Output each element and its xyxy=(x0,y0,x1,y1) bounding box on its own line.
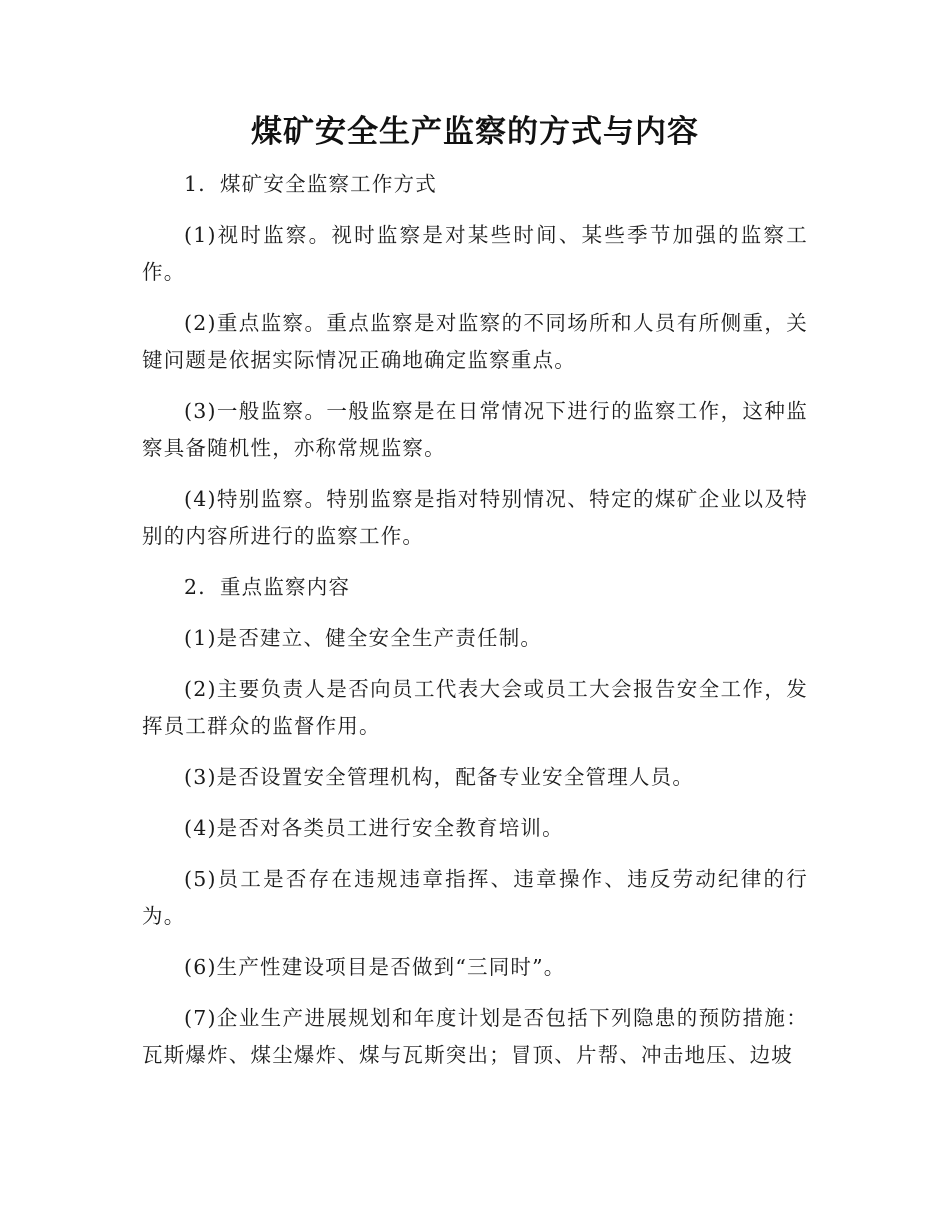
paragraph: (3)一般监察。一般监察是在日常情况下进行的监察工作，这种监察具备随机性，亦称常规监察。 xyxy=(142,399,808,460)
paragraph: (6)生产性建设项目是否做到“三同时”。 xyxy=(184,955,566,979)
paragraph: (5)员工是否存在违规违章指挥、违章操作、违反劳动纪律的行为。 xyxy=(142,867,808,928)
document-title: 煤矿安全生产监察的方式与内容 xyxy=(251,114,699,150)
paragraph: (3)是否设置安全管理机构，配备专业安全管理人员。 xyxy=(184,765,695,789)
document-body xyxy=(142,166,808,1088)
paragraph: (1)是否建立、健全安全生产责任制。 xyxy=(184,626,543,650)
paragraph: (4)是否对各类员工进行安全教育培训。 xyxy=(184,816,564,840)
paragraph: (2)重点监察。重点监察是对监察的不同场所和人员有所侧重，关键问题是依据实际情况正确地确定监察重点。 xyxy=(142,311,808,372)
paragraph: (4)特别监察。特别监察是指对特别情况、特定的煤矿企业以及特别的内容所进行的监察工作。 xyxy=(142,487,808,548)
paragraph: (7)企业生产进展规划和年度计划是否包括下列隐患的预防措施：瓦斯爆炸、煤尘爆炸、煤与瓦斯突出；冒顶、片帮、冲击地压、边坡 xyxy=(142,1006,808,1067)
section-heading-2: 2．重点监察内容 xyxy=(184,575,351,599)
paragraph: (1)视时监察。视时监察是对某些时间、某些季节加强的监察工作。 xyxy=(142,223,808,284)
paragraph: (2)主要负责人是否向员工代表大会或员工大会报告安全工作，发挥员工群众的监督作用。 xyxy=(142,677,808,738)
section-heading-1: 1．煤矿安全监察工作方式 xyxy=(184,172,437,196)
